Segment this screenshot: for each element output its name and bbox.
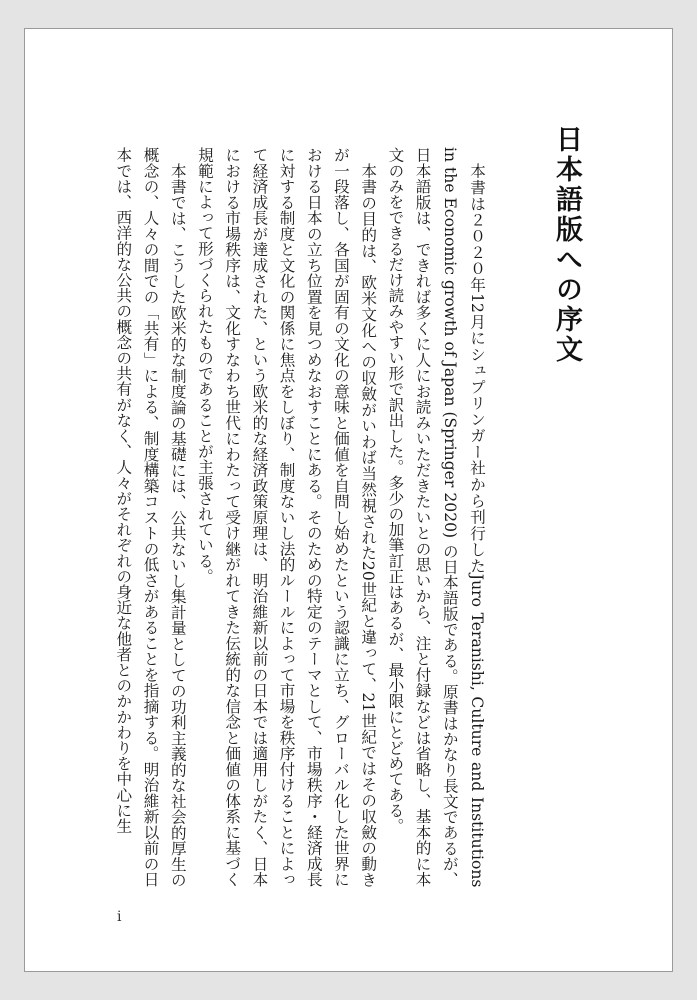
paragraph: 本書は２０２０年12月にシュプリンガー社から刊行したJuro Teranishi, Culture and Institutions in the Economic growth of Japan (Springer 2020) の日本語版である。原書はかなり長文であるが、日本語版は、できれば多くに人にお読みいただきたいとの思いから、注と付録などは省略し、基本的に本文のみをできるだけ読みやすい形で訳出した。多少の加筆訂正はあるが、最小限にとどめてある。 [386,147,486,887]
page-number: i [117,909,122,925]
document-page [24,28,673,972]
page-title: 日本語版への序文 [551,125,582,365]
body-text [100,147,490,887]
paragraph: 本書では、こうした欧米的な制度論の基礎には、公共ないし集計量としての功利主義的な社会的厚生の概念の、人々の間での「共有」による、制度構築コストの低さがあることを指摘する。明治維新以前の日本では、西洋的な公共の概念の共有がなく、人々がそれぞれの身近な他者とのかかわりを中心に生 [114,147,187,887]
paragraph: 本書の目的は、欧米文化への収斂がいわば当然視された20世紀と違って、21世紀ではその収斂の動きが一段落し、各国が固有の文化の意味と価値を自問し始めたという認識に立ち、グローバル化した世界における日本の立ち位置を見つめなおすことにある。そのための特定のテーマとして、市場秩序・経済成長に対する制度と文化の関係に焦点をしぼり、制度ないし法的ルールによって市場を秩序付けることによって経済成長が達成された、という欧米的な経済政策原理は、明治維新以前の日本では適用しがたく、日本における市場秩序は、文化すなわち世代にわたって受け継がれてきた伝統的な信念と価値の体系に基づく規範によって形づくられたものであることが主張されている。 [195,147,378,887]
